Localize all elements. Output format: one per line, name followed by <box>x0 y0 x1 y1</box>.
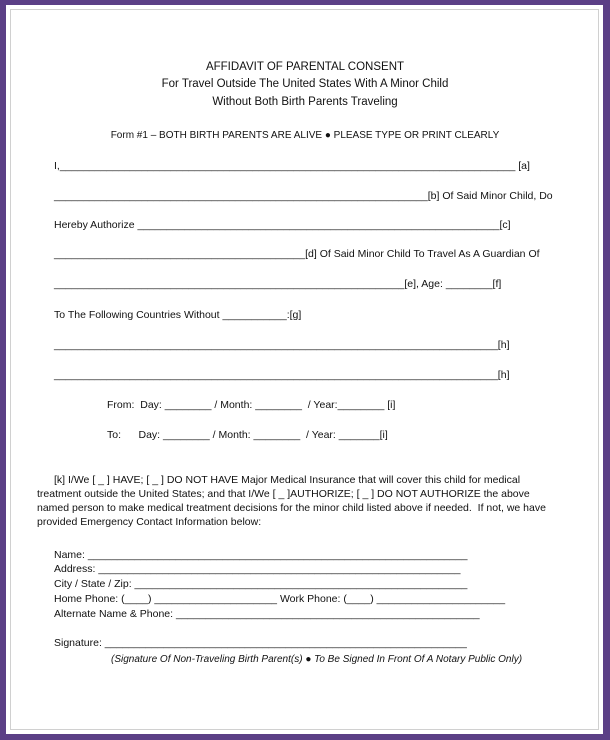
contact-name-field[interactable]: Name: _________________________________________________________________ <box>54 549 468 561</box>
countries-line-g[interactable]: To The Following Countries Without ___________:[g] <box>54 309 302 321</box>
insurance-paragraph-4: provided Emergency Contact Information below: <box>37 516 262 528</box>
countries-line-h1[interactable]: ____________________________________________________________________________[h] <box>54 339 510 351</box>
parent-name-line-b[interactable]: ________________________________________________________________[b] Of Said Minor Child, Do <box>54 190 553 202</box>
contact-address-field[interactable]: Address: ______________________________________________________________ <box>54 563 461 575</box>
authorized-person-line-c[interactable]: Hereby Authorize ______________________________________________________________[c] <box>54 219 511 231</box>
insurance-paragraph-1: [k] I/We [ _ ] HAVE; [ _ ] DO NOT HAVE Major Medical Insurance that will cover this child for medical <box>54 474 521 486</box>
child-name-age-line[interactable]: ____________________________________________________________[e], Age: ________[f] <box>54 278 502 290</box>
form-title: AFFIDAVIT OF PARENTAL CONSENT <box>205 61 405 73</box>
contact-alternate-field[interactable]: Alternate Name & Phone: ____________________________________________________ <box>54 608 480 620</box>
contact-city-field[interactable]: City / State / Zip: _________________________________________________________ <box>54 578 468 590</box>
travel-to-date[interactable]: To: Day: ________ / Month: ________ / Year: _______[i] <box>107 429 388 441</box>
form-subtitle-2: Without Both Birth Parents Traveling <box>212 96 398 108</box>
signature-note: (Signature Of Non-Traveling Birth Parent(s) ● To Be Signed In Front Of A Notary Public Only) <box>111 654 523 665</box>
travel-from-date[interactable]: From: Day: ________ / Month: ________ / Year:________ [i] <box>107 399 396 411</box>
signature-line[interactable]: Signature: ______________________________________________________________ <box>54 637 467 649</box>
form-subtitle-1: For Travel Outside The United States With A Minor Child <box>161 78 449 90</box>
parent-name-line-a[interactable]: I,______________________________________________________________________________ [a] <box>54 160 530 172</box>
insurance-paragraph-2: treatment outside the United States; and that I/We [ _ ]AUTHORIZE; [ _ ] DO NOT AUTHORIZE the above <box>37 488 530 500</box>
insurance-paragraph-3: named person to make medical treatment decisions for the minor child listed above if needed. If not, we have <box>37 502 546 514</box>
contact-phone-fields[interactable]: Home Phone: (____) _____________________ Work Phone: (____) ______________________ <box>54 593 506 605</box>
relationship-line-d[interactable]: ___________________________________________[d] Of Said Minor Child To Travel As A Guardian Of <box>54 248 540 260</box>
countries-line-h2[interactable]: ____________________________________________________________________________[h] <box>54 369 510 381</box>
form-instructions: Form #1 – BOTH BIRTH PARENTS ARE ALIVE ● PLEASE TYPE OR PRINT CLEARLY <box>110 130 500 141</box>
